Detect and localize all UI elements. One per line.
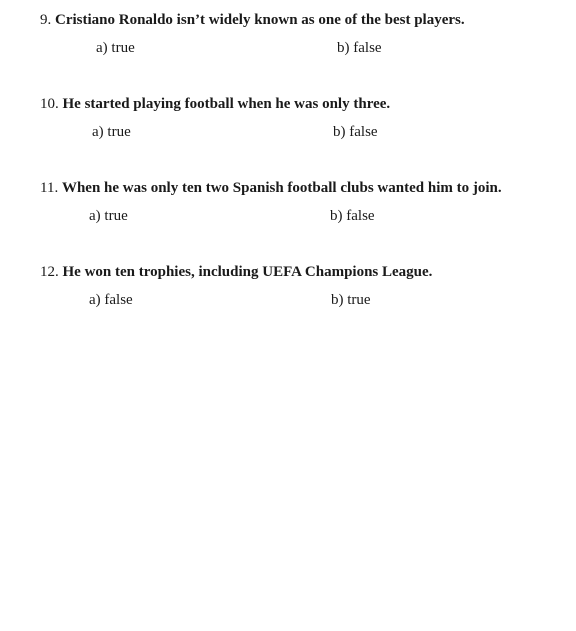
question-9 [40, 10, 560, 58]
question-line [40, 10, 560, 30]
question-line [40, 94, 560, 114]
question-line [40, 178, 560, 198]
option-a: a) false [89, 292, 133, 308]
option-a: a) true [92, 124, 131, 140]
answer-options [40, 38, 560, 58]
option-a: a) true [89, 208, 128, 224]
answer-options [40, 206, 560, 226]
question-number: 10. [40, 96, 59, 112]
question-line [40, 262, 560, 282]
option-b: b) false [337, 40, 382, 56]
question-text: When he was only ten two Spanish football clubs wanted him to join. [61, 180, 502, 196]
question-11 [40, 178, 560, 226]
question-number: 12. [40, 264, 59, 280]
question-number: 11. [40, 180, 59, 196]
option-b: b) false [333, 124, 378, 140]
question-text: He started playing football when he was only three. [62, 96, 391, 112]
answer-options [40, 122, 560, 142]
answer-options [40, 290, 560, 310]
question-text: Cristiano Ronaldo isn’t widely known as one of the best players. [55, 12, 465, 28]
question-10 [40, 94, 560, 142]
question-text: He won ten trophies, including UEFA Champions League. [62, 264, 433, 280]
question-number: 9. [40, 12, 52, 28]
question-12 [40, 262, 560, 310]
option-b: b) false [330, 208, 375, 224]
option-b: b) true [331, 292, 371, 308]
option-a: a) true [96, 40, 135, 56]
